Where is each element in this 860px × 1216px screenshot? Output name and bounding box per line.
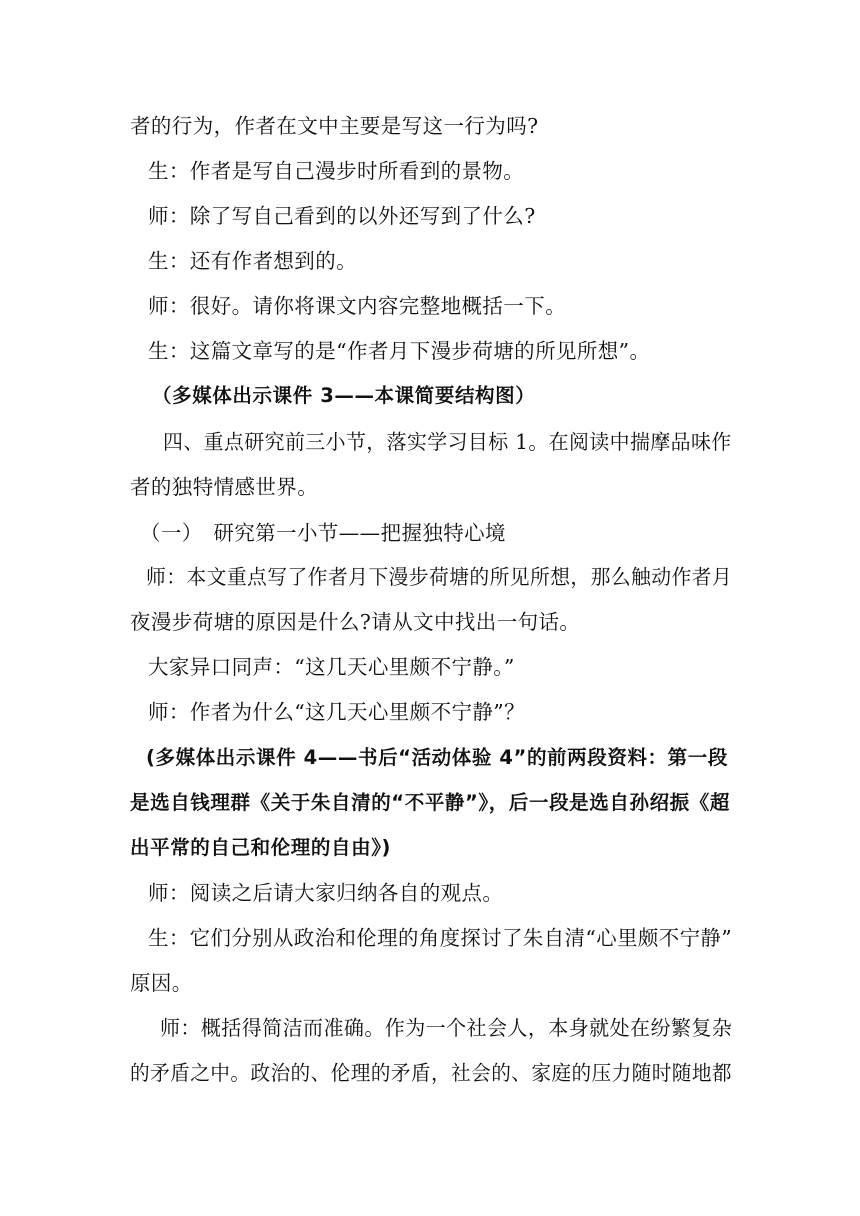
- text-line: 师：作者为什么“这几天心里颇不宁静”？: [148, 700, 526, 724]
- text-line: 夜漫步荷塘的原因是什么?请从文中找出一句话。: [130, 610, 581, 634]
- text-line: 四、重点研究前三小节，落实学习目标 1。在阅读中揣摩品味作: [163, 430, 732, 454]
- text-line: 生：还有作者想到的。: [148, 249, 357, 273]
- text-line: 生：这篇文章写的是“作者月下漫步荷塘的所见所想”。: [148, 339, 651, 363]
- text-line: 师：阅读之后请大家归纳各自的观点。: [148, 881, 504, 905]
- text-line: 师：很好。请你将课文内容完整地概括一下。: [148, 294, 566, 318]
- text-line: 师：除了写自己看到的以外还写到了什么?: [148, 204, 536, 228]
- text-line: 者的独特情感世界。: [130, 475, 319, 499]
- text-line: 大家异口同声：“这几天心里颇不宁静。”: [148, 655, 515, 679]
- text-line: 师：概括得简洁而准确。作为一个社会人，本身就处在纷繁复杂: [160, 1016, 733, 1040]
- text-line: 生：作者是写自己漫步时所看到的景物。: [148, 159, 525, 183]
- text-line: 生：它们分别从政治和伦理的角度探讨了朱自清“心里颇不宁静”: [148, 926, 733, 950]
- text-line-bold: 出平常的自己和伦理的自由》): [130, 836, 392, 859]
- text-line: 原因。: [130, 971, 193, 995]
- text-line: 师：本文重点写了作者月下漫步荷塘的所见所想，那么触动作者月: [146, 565, 733, 589]
- section-heading: （一） 研究第一小节——把握独特心境: [140, 521, 506, 545]
- text-line-bold: 是选自钱理群《关于朱自清的“不平静”》，后一段是选自孙绍振《超: [130, 791, 730, 814]
- text-line-bold: （多媒体出示课件 3——本课简要结构图）: [152, 384, 536, 407]
- text-line: 的矛盾之中。政治的、伦理的矛盾，社会的、家庭的压力随时随地都: [130, 1061, 732, 1085]
- text-line-bold: (多媒体出示课件 4——书后“活动体验 4”的前两段资料：第一段: [146, 746, 728, 769]
- text-line: 者的行为，作者在文中主要是写这一行为吗?: [130, 114, 539, 138]
